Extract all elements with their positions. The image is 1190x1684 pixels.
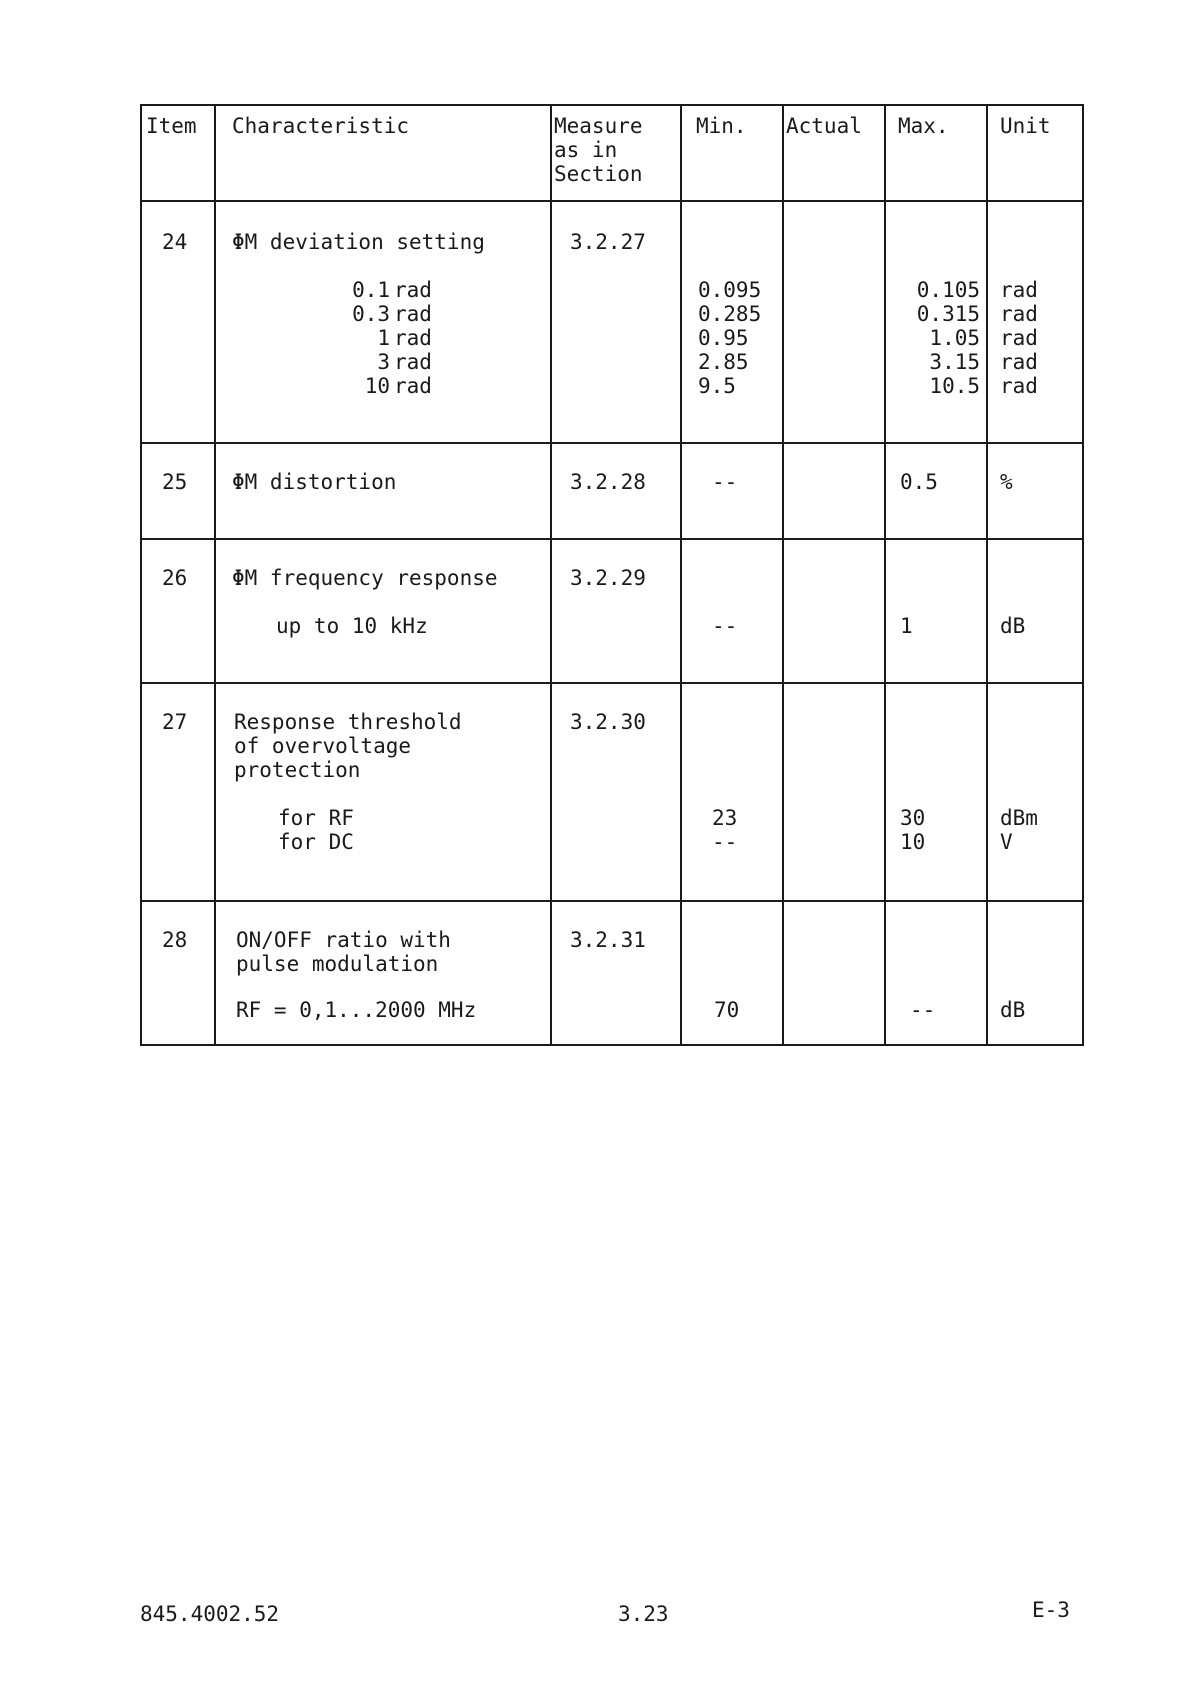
- row-24-unit: rad: [1000, 302, 1038, 326]
- row-27-characteristic-line-1: Response threshold: [234, 710, 462, 734]
- row-24-min: 0.285: [698, 302, 762, 326]
- row-27-unit: V: [1000, 830, 1013, 854]
- header-min: Min.: [696, 114, 747, 138]
- row-24-min: 2.85: [698, 350, 749, 374]
- row-25-item: 25: [162, 470, 188, 494]
- header-unit: Unit: [1000, 114, 1051, 138]
- row-25-section: 3.2.28: [570, 470, 646, 494]
- row-24-characteristic: ΦM deviation setting: [232, 230, 485, 254]
- row-28-sub: RF = 0,1...2000 MHz: [236, 998, 477, 1022]
- row-26-item: 26: [162, 566, 188, 590]
- row-26-sub: up to 10 kHz: [276, 614, 428, 638]
- row-26-min: --: [712, 614, 738, 638]
- header-item: Item: [146, 114, 197, 138]
- row-27-unit: dBm: [1000, 806, 1038, 830]
- row-26-characteristic: ΦM frequency response: [232, 566, 498, 590]
- header-actual: Actual: [786, 114, 862, 138]
- row-24-max: 10.5: [929, 374, 980, 398]
- row-27-section: 3.2.30: [570, 710, 646, 734]
- row-26-max: 1: [900, 614, 913, 638]
- row-27-sub: for RF: [278, 806, 354, 830]
- row-24-sub-value: 0.3: [352, 302, 390, 326]
- row-28-min: 70: [714, 998, 740, 1022]
- footer-revision: E-3: [1032, 1598, 1070, 1622]
- row-24-max: 0.315: [916, 302, 980, 326]
- row-26-section: 3.2.29: [570, 566, 646, 590]
- row-24-item: 24: [162, 230, 188, 254]
- row-24-sub-unit: rad: [394, 302, 432, 326]
- row-24-sub-value: 0.1: [352, 278, 390, 302]
- header-measure-line-2: as in: [554, 138, 618, 162]
- row-24-sub-unit: rad: [394, 278, 432, 302]
- row-24-max: 3.15: [929, 350, 980, 374]
- row-24-max: 1.05: [929, 326, 980, 350]
- row-24-min: 0.95: [698, 326, 749, 350]
- row-24-unit: rad: [1000, 278, 1038, 302]
- row-24-min: 0.095: [698, 278, 762, 302]
- row-28-characteristic-line-1: ON/OFF ratio with: [236, 928, 451, 952]
- row-26-unit: dB: [1000, 614, 1026, 638]
- row-25-unit: %: [1000, 470, 1013, 494]
- footer-doc-number: 845.4002.52: [140, 1602, 280, 1626]
- row-24-sub-unit: rad: [394, 326, 432, 350]
- row-28-item: 28: [162, 928, 188, 952]
- row-27-characteristic-line-3: protection: [234, 758, 361, 782]
- row-27-item: 27: [162, 710, 188, 734]
- row-27-characteristic-line-2: of overvoltage: [234, 734, 412, 758]
- row-27-min: 23: [712, 806, 738, 830]
- footer-page-number: 3.23: [618, 1602, 669, 1626]
- header-measure-line-1: Measure: [554, 114, 643, 138]
- row-28-unit: dB: [1000, 998, 1026, 1022]
- row-24-unit: rad: [1000, 374, 1038, 398]
- row-27-max: 10: [900, 830, 926, 854]
- row-25-characteristic: ΦM distortion: [232, 470, 397, 494]
- header-measure-line-3: Section: [554, 162, 643, 186]
- row-24-min: 9.5: [698, 374, 736, 398]
- row-28-max: --: [910, 998, 936, 1022]
- header-max: Max.: [898, 114, 949, 138]
- row-24-section: 3.2.27: [570, 230, 646, 254]
- row-24-max: 0.105: [916, 278, 980, 302]
- row-24-sub-value: 3: [377, 350, 390, 374]
- row-25-min: --: [712, 470, 738, 494]
- spec-table: [140, 104, 1084, 1046]
- row-27-sub: for DC: [278, 830, 354, 854]
- row-27-max: 30: [900, 806, 926, 830]
- row-24-sub-value: 10: [364, 374, 390, 398]
- row-24-unit: rad: [1000, 326, 1038, 350]
- row-28-characteristic-line-2: pulse modulation: [236, 952, 439, 976]
- row-25-max: 0.5: [900, 470, 938, 494]
- row-24-unit: rad: [1000, 350, 1038, 374]
- row-24-sub-unit: rad: [394, 374, 432, 398]
- row-24-sub-value: 1: [377, 326, 390, 350]
- row-24-sub-unit: rad: [394, 350, 432, 374]
- row-27-min: --: [712, 830, 738, 854]
- row-28-section: 3.2.31: [570, 928, 646, 952]
- header-characteristic: Characteristic: [232, 114, 410, 138]
